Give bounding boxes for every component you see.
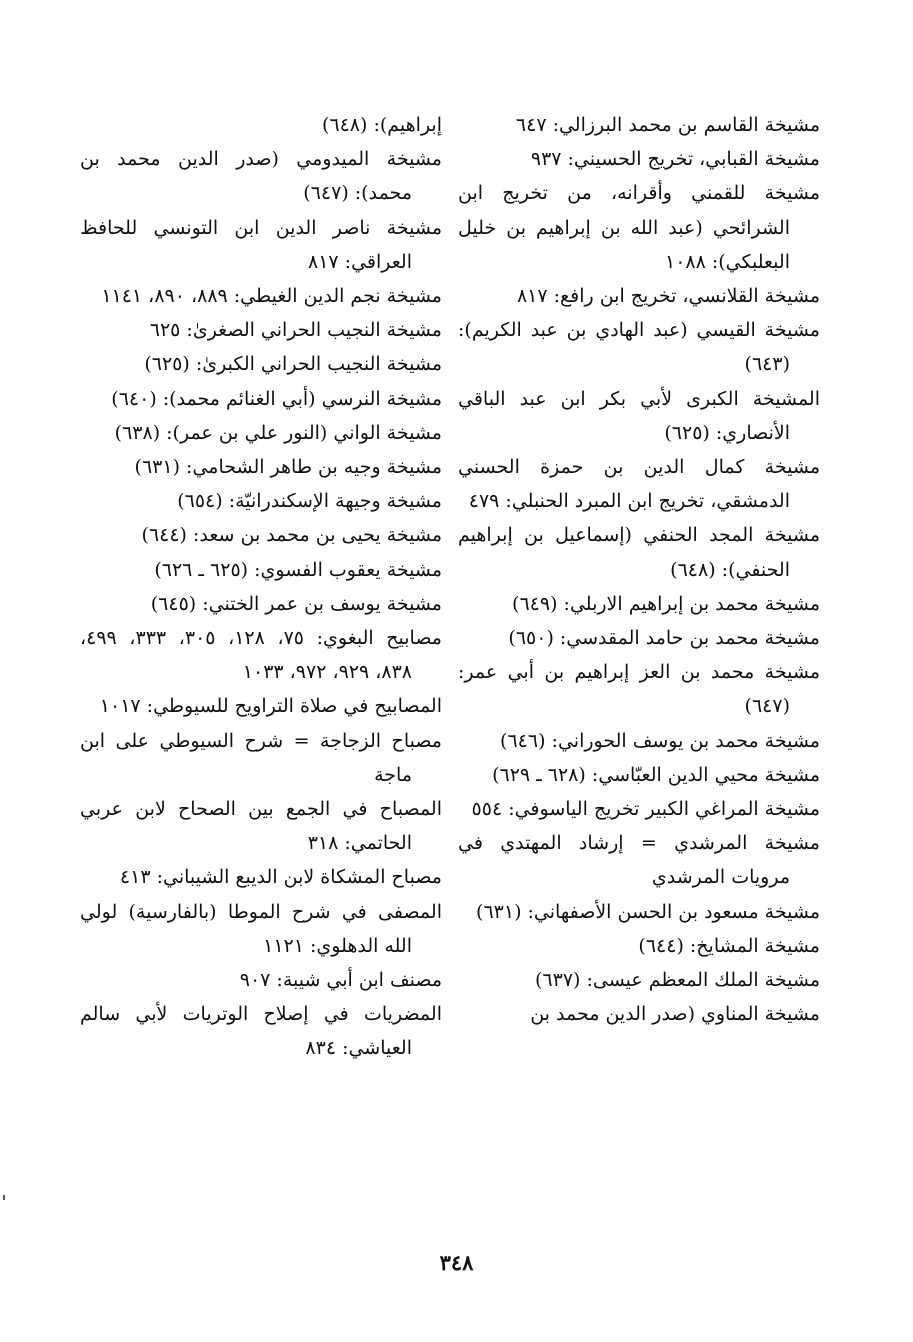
scan-edge-mark (3, 1195, 5, 1200)
index-entry: مشيخة محمد بن يوسف الحوراني: (٦٤٦) (500, 729, 820, 752)
index-entry: مشيخة المرشدي = إرشاد المهتدي في مرويات المرشدي (458, 832, 820, 889)
index-entry: مشيخة القبابي، تخريج الحسيني: ٩٣٧ (530, 148, 820, 171)
index-entry: المضريات في إصلاح الوتريات لأبي سالم العياشي: ٨٣٤ (80, 1003, 442, 1060)
index-entry: مشيخة النجيب الحراني الكبرىٰ: (٦٢٥) (144, 353, 442, 376)
index-entry: مشيخة محيي الدين العبّاسي: (٦٢٨ ـ ٦٢٩) (492, 763, 820, 786)
page-number: ٣٤٨ (439, 1250, 474, 1275)
index-entry: المشيخة الكبرى لأبي بكر ابن عبد الباقي الأنصاري: (٦٢٥) (458, 387, 820, 444)
index-entry: المصباح في الجمع بين الصحاح لابن عربي الحاتمي: ٣١٨ (80, 798, 442, 855)
index-entry: مشيخة يوسف بن عمر الختني: (٦٤٥) (150, 592, 442, 615)
index-entry: مشيخة المجد الحنفي (إسماعيل بن إبراهيم الحنفي): (٦٤٨) (458, 524, 820, 581)
index-entry: مشيخة الملك المعظم عيسى: (٦٣٧) (535, 969, 820, 992)
index-entry: مشيخة القاسم بن محمد البرزالي: ٦٤٧ (515, 114, 820, 136)
index-entry: المصابيح في صلاة التراويح للسيوطي: ١٠١٧ (99, 695, 442, 718)
index-entry: مشيخة القيسي (عبد الهادي بن عبد الكريم): (٦٤٣) (458, 319, 820, 376)
index-entry: مشيخة القلانسي، تخريج ابن رافع: ٨١٧ (516, 285, 820, 308)
index-entry: مشيخة كمال الدين بن حمزة الحسني الدمشقي، تخريج ابن المبرد الحنبلي: ٤٧٩ (458, 456, 820, 513)
index-entry: مصنف ابن أبي شيبة: ٩٠٧ (239, 969, 442, 992)
index-entry: مشيخة الميدومي (صدر الدين محمد بن محمد): (٦٤٧) (80, 148, 442, 205)
index-entry: مصباح الزجاجة = شرح السيوطي على ابن ماجة (80, 729, 442, 786)
right-index-column (458, 108, 820, 1031)
index-entry: مشيخة يحيى بن محمد بن سعد: (٦٤٤) (141, 524, 442, 547)
index-entry: المصفى في شرح الموطا (بالفارسية) لولي الله الدهلوي: ١١٢١ (80, 900, 442, 957)
index-entry: مشيخة للقمني وأقرانه، من تخريج ابن الشرائحي (عبد الله بن إبراهيم بن خليل البعلبكي): ١٠٨٨ (458, 182, 820, 273)
index-entry: مشيخة المشايخ: (٦٤٤) (638, 934, 820, 957)
index-entry: مشيخة مسعود بن الحسن الأصفهاني: (٦٣١) (476, 900, 820, 923)
index-entry: مشيخة محمد بن حامد المقدسي: (٦٥٠) (508, 627, 820, 650)
index-entry: مصابيح البغوي: ٧٥، ١٢٨، ٣٠٥، ٣٣٣، ٤٩٩، ٨٣٨، ٩٢٩، ٩٧٢، ١٠٣٣ (80, 627, 442, 684)
index-entry: مشيخة نجم الدين الغيطي: ٨٨٩، ٨٩٠، ١١٤١ (101, 285, 442, 308)
index-entry-continuation: إبراهيم): (٦٤٨) (321, 114, 442, 136)
index-entry: مشيخة وجيهة الإسكندرانيّة: (٦٥٤) (177, 490, 442, 513)
index-entry: مشيخة المناوي (صدر الدين محمد بن (530, 1003, 820, 1026)
index-entry: مشيخة وجيه بن طاهر الشحامي: (٦٣١) (134, 456, 442, 479)
index-entry: مشيخة ناصر الدين ابن التونسي للحافظ العراقي: ٨١٧ (80, 216, 442, 273)
index-entry: مصباح المشكاة لابن الديبع الشيباني: ٤١٣ (119, 866, 442, 889)
index-entry: مشيخة يعقوب الفسوي: (٦٢٥ ـ ٦٢٦) (154, 558, 442, 581)
index-entry: مشيخة النجيب الحراني الصغرىٰ: ٦٢٥ (149, 319, 442, 342)
left-index-column (80, 108, 442, 1066)
index-entry: مشيخة المراغي الكبير تخريج الياسوفي: ٥٥٤ (471, 798, 820, 821)
index-entry: مشيخة محمد بن العز إبراهيم بن أبي عمر: (٦٤٧) (458, 661, 820, 718)
index-entry: مشيخة الواني (النور علي بن عمر): (٦٣٨) (114, 421, 442, 444)
index-entry: مشيخة محمد بن إبراهيم الاربلي: (٦٤٩) (512, 592, 820, 615)
index-entry: مشيخة النرسي (أبي الغنائم محمد): (٦٤٠) (111, 387, 442, 410)
